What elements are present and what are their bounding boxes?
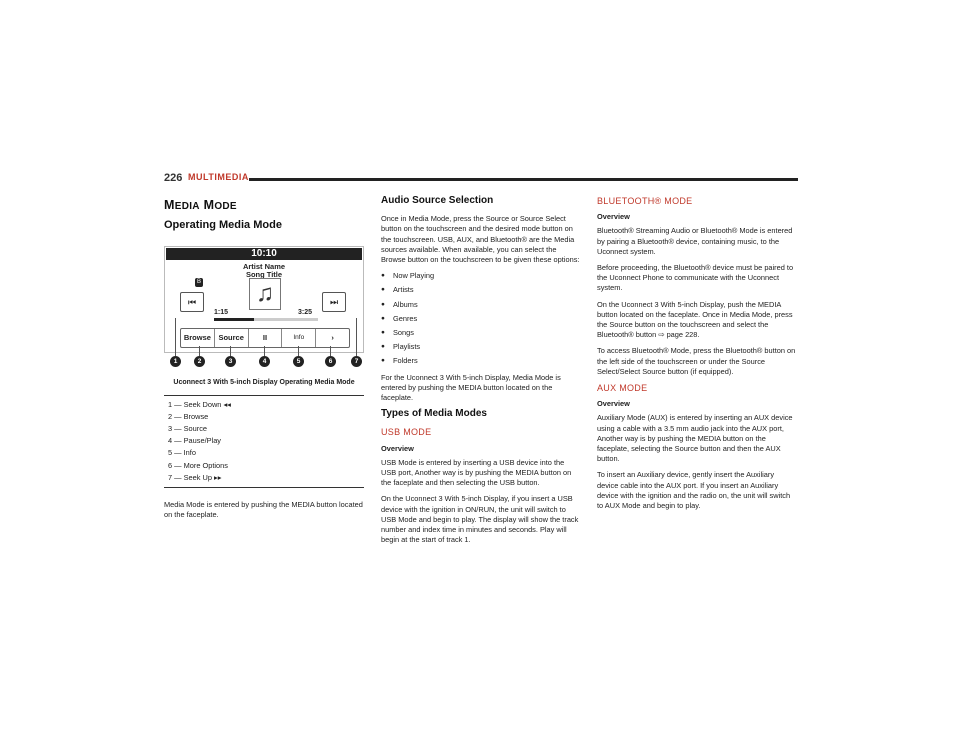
title-cap-1: M [164, 198, 175, 212]
legend-item: 2 — Browse [168, 411, 209, 421]
callout-2: 2 [194, 356, 205, 367]
leader-line [298, 346, 299, 356]
usb-overview-heading: Overview [381, 443, 414, 453]
legend-item: 7 — Seek Up ▸▸ [168, 472, 222, 482]
song-title: Song Title [245, 270, 283, 280]
leader-line [199, 346, 200, 356]
callout-3: 3 [225, 356, 236, 367]
artist-name: Artist Name [242, 262, 286, 272]
media-mode-figure [164, 246, 364, 376]
aux-overview-heading: Overview [597, 399, 630, 409]
callout-7: 7 [351, 356, 362, 367]
browse-button[interactable]: Browse [181, 329, 215, 347]
title-cap-2: M [203, 198, 215, 212]
audio-source-paragraph: Once in Media Mode, press the Source or Source Select button on the touchscreen and the desired mode button on the touchscreen. USB, AUX, and Bluetooth® are the Media sources available. When available, you can select the Browse button on the touchscreen to be given these options: [381, 214, 580, 265]
callout-6: 6 [325, 356, 336, 367]
time-elapsed: 1:15 [214, 309, 229, 317]
legend-item: 3 — Source [168, 423, 208, 433]
title-rest-1: EDIA [174, 201, 200, 212]
legend-item: 6 — More Options [168, 460, 228, 470]
leader-line [264, 346, 265, 356]
leader-line [356, 318, 357, 356]
figure-legend [164, 395, 364, 488]
bluetooth-mode-heading: BLUETOOTH® MODE [597, 196, 693, 206]
column-middle [381, 192, 581, 551]
legend-item: 4 — Pause/Play [168, 436, 221, 446]
column-right [597, 192, 797, 517]
bluetooth-paragraph-1: Bluetooth® Streaming Audio or Bluetooth® Mode is entered by pairing a Bluetooth® device, containing music, to the Uconnect system. [597, 226, 793, 256]
title-rest-2: ODE [214, 201, 237, 212]
clock: 10:10 [166, 248, 362, 260]
page-header [164, 172, 798, 186]
types-heading: Types of Media Modes [381, 408, 487, 420]
usb-mode-heading: USB MODE [381, 427, 432, 438]
callout-5: 5 [293, 356, 304, 367]
more-options-button[interactable]: › [331, 333, 334, 343]
callout-1: 1 [170, 356, 181, 367]
list-item: ● Songs [381, 328, 581, 338]
media-mode-paragraph: Media Mode is entered by pushing the MEDIA button located on the faceplate. [164, 499, 363, 520]
list-item: ● Folders [381, 356, 581, 366]
source-button[interactable]: Source [215, 329, 249, 347]
leader-line [175, 318, 176, 356]
page-number: 226 [164, 172, 183, 184]
list-item: ● Playlists [381, 342, 581, 352]
list-item: ● Artists [381, 285, 581, 295]
figure-caption: Uconnect 3 With 5-inch Display Operating Media Mode [173, 379, 355, 387]
time-total: 3:25 [298, 309, 313, 317]
album-art-icon: ♫ [249, 278, 281, 310]
bluetooth-overview-heading: Overview [597, 212, 630, 222]
pause-play-button[interactable]: II [249, 329, 283, 347]
info-button[interactable]: Info [282, 329, 316, 347]
aux-mode-heading: AUX MODE [597, 383, 648, 394]
bluetooth-icon[interactable]: B [196, 279, 201, 286]
uconnect-media-paragraph: For the Uconnect 3 With 5-inch Display, Media Mode is entered by pushing the MEDIA button located on the faceplate. [381, 372, 561, 403]
column-left [164, 192, 364, 526]
usb-paragraph-1: USB Mode is entered by inserting a USB device into the USB port, Another way is by pushing the MEDIA button on the faceplate and then selecting the USB button. [381, 457, 572, 488]
control-bar [180, 328, 350, 348]
legend-item: 5 — Info [168, 448, 196, 458]
seek-down-button[interactable]: ⏮ [180, 292, 204, 312]
list-item: ● Albums [381, 300, 581, 310]
leader-line [230, 346, 231, 356]
progress-bar[interactable] [214, 318, 318, 321]
operating-media-mode-heading: Operating Media Mode [164, 219, 282, 232]
chapter-title [164, 200, 364, 212]
legend-item: 1 — Seek Down ◂◂ [168, 399, 231, 409]
audio-source-heading: Audio Source Selection [381, 195, 494, 206]
progress-fill [214, 318, 254, 321]
aux-paragraph-1: Auxiliary Mode (AUX) is entered by inserting an AUX device using a cable with a 3.5 mm audio jack into the AUX port, Another way is by pushing the MEDIA button on the faceplate, selecting the Source button and then the AUX button. [597, 413, 793, 464]
leader-line [330, 346, 331, 356]
usb-paragraph-2: On the Uconnect 3 With 5-inch Display, if you insert a USB device with the ignition in ON/RUN, the unit will switch to USB Mode and begin to play. The display will show the track number and index time in minutes and seconds. Play will begin at the start of track 1. [381, 494, 579, 545]
list-item: ● Now Playing [381, 271, 581, 281]
bluetooth-paragraph-4: To access Bluetooth® Mode, press the Bluetooth® button on the left side of the touchscreen or under the Source Select/Select Source button (if equipped). [597, 346, 796, 376]
aux-paragraph-2: To insert an Auxiliary device, gently insert the Auxiliary device cable into the AUX port. If you insert an Auxiliary device with the ignition and the radio on, the unit will switch to AUX Mode and begin to play. [597, 470, 791, 511]
browse-options-list [381, 271, 581, 366]
seek-up-button[interactable]: ⏭ [322, 292, 346, 312]
callout-4: 4 [259, 356, 270, 367]
bluetooth-paragraph-2: Before proceeding, the Bluetooth® device must be paired to the Uconnect Phone to communicate with the Uconnect system. [597, 263, 794, 293]
header-rule [249, 178, 798, 181]
list-item: ● Genres [381, 314, 581, 324]
section-title: MULTIMEDIA [188, 172, 249, 182]
bluetooth-paragraph-3: On the Uconnect 3 With 5-inch Display, push the MEDIA button located on the faceplate. Once in Media Mode, press the Source button on the touchscreen and select the Bluetooth® button ⇨ page 228. [597, 299, 793, 340]
